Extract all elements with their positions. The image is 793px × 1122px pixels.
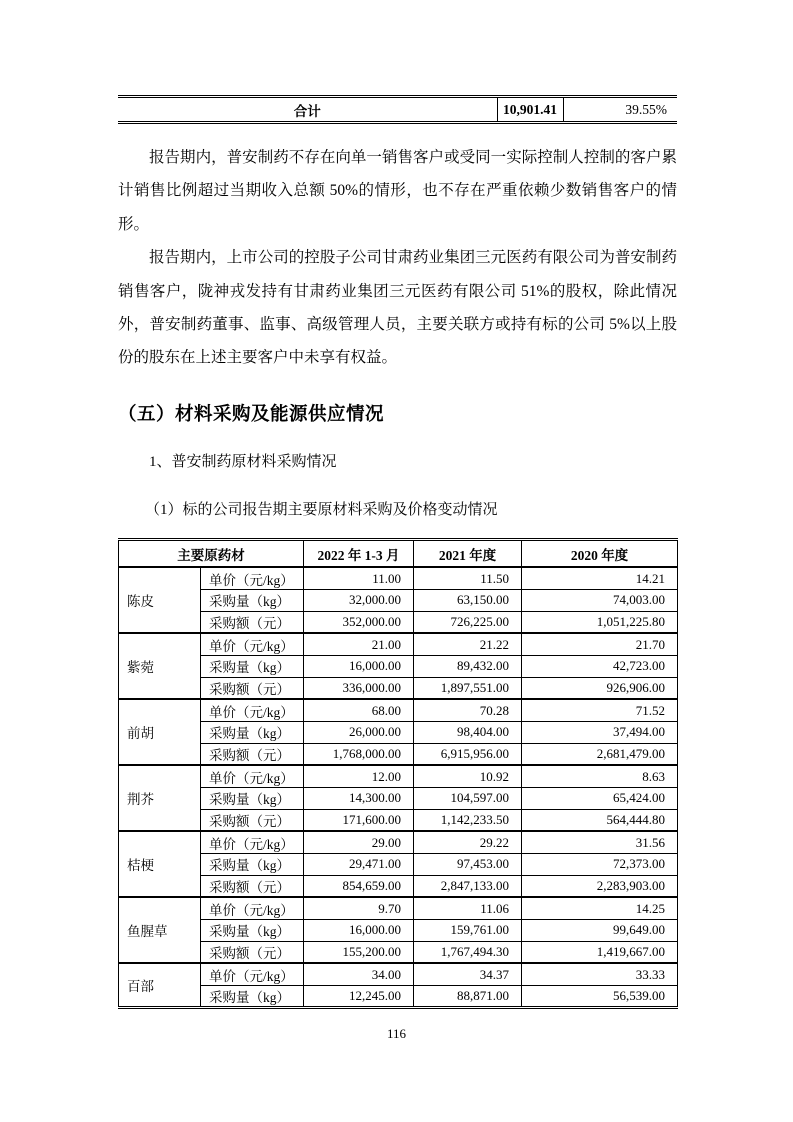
value-cell: 31.56 bbox=[522, 831, 678, 853]
value-cell: 29,471.00 bbox=[304, 853, 414, 875]
value-cell: 71.52 bbox=[522, 699, 678, 721]
metric-label-cell: 单价（元/kg） bbox=[201, 765, 304, 787]
value-cell: 2,847,133.00 bbox=[414, 875, 522, 897]
table-row bbox=[119, 655, 678, 677]
column-header: 2022 年 1-3 月 bbox=[304, 539, 414, 567]
herb-name-cell: 陈皮 bbox=[119, 567, 201, 633]
total-value-cell: 10,901.41 bbox=[497, 97, 563, 123]
column-header: 2020 年度 bbox=[522, 539, 678, 567]
metric-label-cell: 采购量（kg） bbox=[201, 655, 304, 677]
value-cell: 14,300.00 bbox=[304, 787, 414, 809]
value-cell: 10.92 bbox=[414, 765, 522, 787]
value-cell: 11.06 bbox=[414, 897, 522, 919]
metric-label-cell: 单价（元/kg） bbox=[201, 633, 304, 655]
table-row bbox=[119, 611, 678, 633]
table-row bbox=[119, 831, 678, 853]
value-cell: 26,000.00 bbox=[304, 721, 414, 743]
total-percent-cell: 39.55% bbox=[625, 101, 667, 117]
value-cell: 14.21 bbox=[522, 567, 678, 589]
table-row bbox=[119, 743, 678, 765]
value-cell: 21.22 bbox=[414, 633, 522, 655]
table-row bbox=[119, 589, 678, 611]
table-row bbox=[119, 985, 678, 1007]
value-cell: 21.70 bbox=[522, 633, 678, 655]
value-cell: 171,600.00 bbox=[304, 809, 414, 831]
page-number: 116 bbox=[386, 1026, 407, 1041]
herb-name-cell: 荆芥 bbox=[119, 765, 201, 831]
metric-label-cell: 采购额（元） bbox=[201, 611, 304, 633]
value-cell: 70.28 bbox=[414, 699, 522, 721]
value-cell: 74,003.00 bbox=[522, 589, 678, 611]
table-row bbox=[119, 875, 678, 897]
value-cell: 726,225.00 bbox=[414, 611, 522, 633]
table-row bbox=[119, 721, 678, 743]
value-cell: 352,000.00 bbox=[304, 611, 414, 633]
value-cell: 32,000.00 bbox=[304, 589, 414, 611]
sub-subsection-title: （1）标的公司报告期主要原材料采购及价格变动情况 bbox=[145, 501, 498, 518]
value-cell: 68.00 bbox=[304, 699, 414, 721]
column-header: 主要原药材 bbox=[119, 539, 304, 567]
metric-label-cell: 单价（元/kg） bbox=[201, 831, 304, 853]
value-cell: 37,494.00 bbox=[522, 721, 678, 743]
section-heading: （五）材料采购及能源供应情况 bbox=[118, 402, 385, 424]
metric-label-cell: 单价（元/kg） bbox=[201, 963, 304, 985]
value-cell: 1,767,494.30 bbox=[414, 941, 522, 963]
metric-label-cell: 单价（元/kg） bbox=[201, 897, 304, 919]
value-cell: 97,453.00 bbox=[414, 853, 522, 875]
metric-label-cell: 单价（元/kg） bbox=[201, 699, 304, 721]
table-row bbox=[119, 677, 678, 699]
value-cell: 98,404.00 bbox=[414, 721, 522, 743]
value-cell: 104,597.00 bbox=[414, 787, 522, 809]
value-cell: 29.22 bbox=[414, 831, 522, 853]
value-cell: 926,906.00 bbox=[522, 677, 678, 699]
value-cell: 29.00 bbox=[304, 831, 414, 853]
metric-label-cell: 采购量（kg） bbox=[201, 589, 304, 611]
value-cell: 42,723.00 bbox=[522, 655, 678, 677]
metric-label-cell: 采购量（kg） bbox=[201, 787, 304, 809]
table-row bbox=[119, 941, 678, 963]
value-cell: 6,915,956.00 bbox=[414, 743, 522, 765]
value-cell: 65,424.00 bbox=[522, 787, 678, 809]
value-cell: 12.00 bbox=[304, 765, 414, 787]
value-cell: 56,539.00 bbox=[522, 985, 678, 1007]
table-row bbox=[118, 97, 677, 123]
metric-label-cell: 采购额（元） bbox=[201, 941, 304, 963]
metric-label-cell: 采购额（元） bbox=[201, 875, 304, 897]
value-cell: 155,200.00 bbox=[304, 941, 414, 963]
value-cell: 2,283,903.00 bbox=[522, 875, 678, 897]
metric-label-cell: 单价（元/kg） bbox=[201, 567, 304, 589]
total-label-cell: 合计 bbox=[293, 103, 321, 119]
table-row bbox=[119, 853, 678, 875]
herb-name-cell: 紫菀 bbox=[119, 633, 201, 699]
materials-purchase-table bbox=[118, 538, 678, 1009]
value-cell: 12,245.00 bbox=[304, 985, 414, 1007]
table-row bbox=[119, 809, 678, 831]
metric-label-cell: 采购量（kg） bbox=[201, 919, 304, 941]
value-cell: 8.63 bbox=[522, 765, 678, 787]
value-cell: 1,419,667.00 bbox=[522, 941, 678, 963]
value-cell: 854,659.00 bbox=[304, 875, 414, 897]
table-row bbox=[119, 963, 678, 985]
table-row bbox=[119, 567, 678, 589]
table-row bbox=[119, 765, 678, 787]
value-cell: 564,444.80 bbox=[522, 809, 678, 831]
metric-label-cell: 采购量（kg） bbox=[201, 721, 304, 743]
value-cell: 14.25 bbox=[522, 897, 678, 919]
metric-label-cell: 采购额（元） bbox=[201, 809, 304, 831]
summary-table bbox=[118, 95, 677, 124]
value-cell: 11.50 bbox=[414, 567, 522, 589]
value-cell: 2,681,479.00 bbox=[522, 743, 678, 765]
value-cell: 1,051,225.80 bbox=[522, 611, 678, 633]
value-cell: 16,000.00 bbox=[304, 919, 414, 941]
value-cell: 63,150.00 bbox=[414, 589, 522, 611]
value-cell: 89,432.00 bbox=[414, 655, 522, 677]
metric-label-cell: 采购额（元） bbox=[201, 677, 304, 699]
table-row bbox=[119, 787, 678, 809]
metric-label-cell: 采购额（元） bbox=[201, 743, 304, 765]
value-cell: 88,871.00 bbox=[414, 985, 522, 1007]
value-cell: 1,768,000.00 bbox=[304, 743, 414, 765]
value-cell: 72,373.00 bbox=[522, 853, 678, 875]
table-row bbox=[119, 633, 678, 655]
column-header: 2021 年度 bbox=[414, 539, 522, 567]
value-cell: 33.33 bbox=[522, 963, 678, 985]
value-cell: 16,000.00 bbox=[304, 655, 414, 677]
value-cell: 11.00 bbox=[304, 567, 414, 589]
table-row bbox=[119, 699, 678, 721]
paragraph-customer-concentration: 报告期内，普安制药不存在向单一销售客户或受同一实际控制人控制的客户累计销售比例超过当期收入总额 50%的情形，也不存在严重依赖少数销售客户的情形。 bbox=[118, 149, 677, 233]
header-row bbox=[119, 539, 678, 567]
herb-name-cell: 百部 bbox=[119, 963, 201, 1007]
value-cell: 1,142,233.50 bbox=[414, 809, 522, 831]
herb-name-cell: 前胡 bbox=[119, 699, 201, 765]
value-cell: 1,897,551.00 bbox=[414, 677, 522, 699]
value-cell: 159,761.00 bbox=[414, 919, 522, 941]
value-cell: 21.00 bbox=[304, 633, 414, 655]
table-row bbox=[119, 919, 678, 941]
value-cell: 99,649.00 bbox=[522, 919, 678, 941]
value-cell: 9.70 bbox=[304, 897, 414, 919]
table-row bbox=[119, 897, 678, 919]
herb-name-cell: 桔梗 bbox=[119, 831, 201, 897]
metric-label-cell: 采购量（kg） bbox=[201, 853, 304, 875]
metric-label-cell: 采购量（kg） bbox=[201, 985, 304, 1007]
value-cell: 336,000.00 bbox=[304, 677, 414, 699]
subsection-title: 1、普安制药原材料采购情况 bbox=[149, 453, 337, 470]
herb-name-cell: 鱼腥草 bbox=[119, 897, 201, 963]
value-cell: 34.00 bbox=[304, 963, 414, 985]
paragraph-related-party: 报告期内，上市公司的控股子公司甘肃药业集团三元医药有限公司为普安制药销售客户，陇神戎发持有甘肃药业集团三元医药有限公司 51%的股权，除此情况外，普安制药董事、监事、高级管理人员，主要关联方或持有标的公司 5%以上股份的股东在上述主要客户中未享有权益。 bbox=[118, 249, 677, 367]
value-cell: 34.37 bbox=[414, 963, 522, 985]
